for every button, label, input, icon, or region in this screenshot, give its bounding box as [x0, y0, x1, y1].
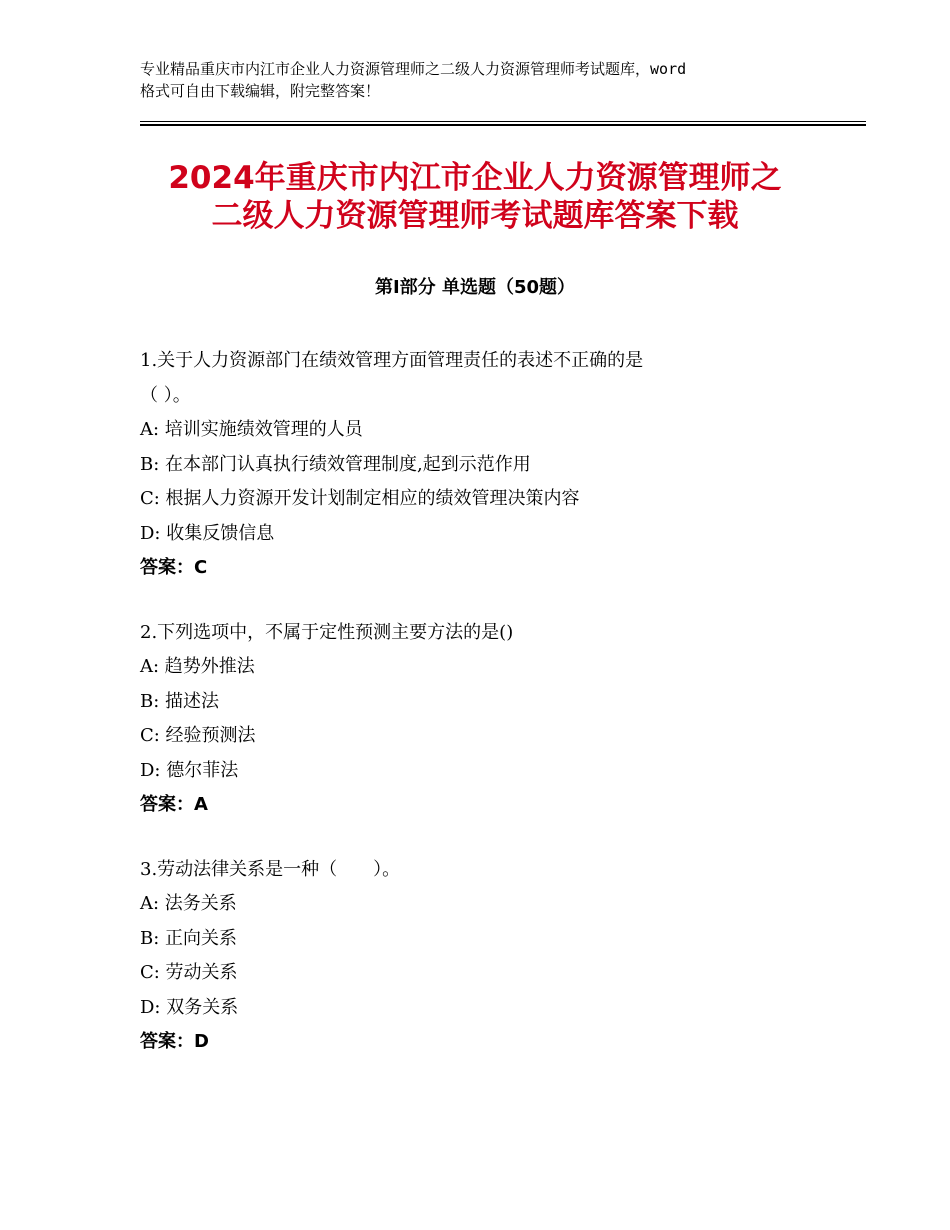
header-rule-thin — [140, 121, 866, 122]
header-note-line-2: 格式可自由下载编辑，附完整答案！ — [140, 82, 381, 100]
option-d: D: 德尔菲法 — [140, 759, 239, 781]
document-title — [100, 159, 850, 235]
option-b: B: 在本部门认真执行绩效管理制度,起到示范作用 — [140, 453, 531, 475]
question-stem: 2.下列选项中，不属于定性预测主要方法的是() — [140, 621, 514, 643]
question-stem: 3.劳动法律关系是一种（ ）。 — [140, 858, 401, 880]
option-c: C: 劳动关系 — [140, 962, 238, 983]
option-a: A: 趋势外推法 — [140, 656, 255, 677]
header-rule-thick — [140, 124, 866, 126]
header-note-line-1: 专业精品重庆市内江市企业人力资源管理师之二级人力资源管理师考试题库，word — [140, 60, 687, 78]
question-list — [140, 344, 840, 1090]
option-b: B: 描述法 — [140, 690, 220, 712]
document-title-line-1: 2024年重庆市内江市企业人力资源管理师之 — [168, 160, 782, 196]
question-stem: 1.关于人力资源部门在绩效管理方面管理责任的表述不正确的是 — [140, 350, 644, 371]
answer: 答案：C — [140, 557, 208, 578]
option-a: A: 法务关系 — [140, 893, 237, 914]
section-heading: 第Ⅰ部分 单选题（50题） — [374, 277, 575, 298]
document-title-line-2: 二级人力资源管理师考试题库答案下载 — [211, 198, 739, 234]
option-d: D: 收集反馈信息 — [140, 522, 275, 544]
question-2 — [140, 616, 840, 823]
question-3 — [140, 853, 840, 1060]
header-note — [140, 58, 830, 102]
option-c: C: 经验预测法 — [140, 725, 256, 746]
answer: 答案：A — [140, 794, 208, 815]
answer: 答案：D — [140, 1031, 209, 1052]
option-b: B: 正向关系 — [140, 927, 238, 949]
question-1 — [140, 344, 840, 586]
option-a: A: 培训实施绩效管理的人员 — [140, 419, 363, 440]
option-d: D: 双务关系 — [140, 996, 239, 1018]
question-stem-continued: （ ）。 — [140, 384, 191, 406]
option-c: C: 根据人力资源开发计划制定相应的绩效管理决策内容 — [140, 488, 580, 509]
